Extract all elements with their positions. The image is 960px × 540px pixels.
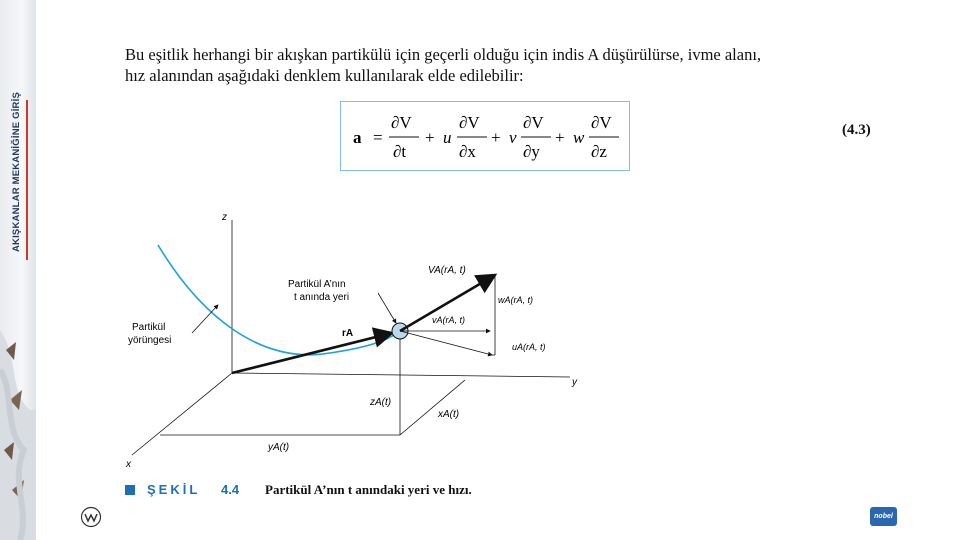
eq-plus-1: + — [425, 128, 435, 147]
eq-v: v — [509, 128, 517, 147]
intro-line-2: hız alanından aşağıdaki denklem kullanılarak elde edilebilir: — [125, 66, 524, 85]
label-uA: uA(rA, t) — [512, 342, 546, 352]
sidebar-accent-rule — [26, 100, 28, 260]
caption-label: ŞEKİL — [147, 482, 201, 497]
position-note-line-2: t anında yeri — [294, 292, 350, 303]
sidebar — [0, 0, 36, 540]
x-axis-line — [132, 373, 232, 455]
label-wA: wA(rA, t) — [498, 295, 533, 305]
intro-line-1: Bu eşitlik herhangi bir akışkan partikülü için geçerli olduğu için indis A düşürülürse, ivme alanı, — [125, 45, 762, 64]
label-zA: zA(t) — [370, 397, 392, 408]
eq-equals: = — [373, 128, 383, 147]
eq-u: u — [443, 128, 452, 147]
eq-den-t: ∂t — [393, 142, 407, 161]
caption-text: Partikül A’nın t anındaki yeri ve hızı. — [265, 482, 472, 497]
eq-plus-3: + — [555, 128, 565, 147]
label-vA: vA(rA, t) — [432, 315, 465, 325]
eq-num-1: ∂V — [391, 113, 412, 132]
eq-num-3: ∂V — [523, 113, 544, 132]
x-projection-line — [400, 380, 465, 435]
position-vector-rA — [232, 333, 392, 373]
position-note-leader — [378, 293, 396, 323]
eq-plus-2: + — [491, 128, 501, 147]
sidebar-title: AKIŞKANLAR MEKANİĞİNE GİRİŞ — [11, 92, 22, 253]
uA-component-arrow — [400, 331, 492, 355]
label-xA: xA(t) — [438, 409, 460, 420]
equation-box — [340, 101, 630, 171]
eq-num-4: ∂V — [591, 113, 612, 132]
y-axis-line — [232, 373, 570, 377]
publisher-logo: nobel — [870, 507, 897, 526]
x-axis-label: x — [126, 459, 131, 470]
eq-lhs: a — [353, 128, 362, 147]
trajectory-note-line-2: yörüngesi — [128, 335, 172, 346]
eq-den-x: ∂x — [459, 142, 476, 161]
label-rA: rA — [342, 328, 354, 339]
particle-position-figure — [120, 205, 600, 475]
trajectory-note-line-1: Partikül — [132, 322, 166, 333]
eq-w: w — [573, 128, 585, 147]
intro-paragraph — [125, 44, 895, 86]
acceleration-equation — [341, 102, 629, 170]
eq-num-2: ∂V — [459, 113, 480, 132]
eq-den-z: ∂z — [591, 142, 607, 161]
sidebar-decoration — [0, 330, 36, 540]
y-axis-label: y — [572, 377, 577, 388]
position-note-line-1: Partikül A’nın — [288, 279, 346, 290]
label-VA: VA(rA, t) — [428, 265, 466, 276]
caption-square-icon — [125, 485, 135, 495]
wiley-logo-icon — [80, 506, 102, 528]
trajectory-note-leader — [192, 305, 218, 333]
caption-number: 4.4 — [221, 482, 240, 497]
equation-number: (4.3) — [842, 122, 871, 138]
figure-caption — [125, 481, 625, 501]
eq-den-y: ∂y — [523, 142, 540, 161]
label-yA: yA(t) — [268, 442, 290, 453]
z-axis-label: z — [222, 212, 227, 223]
